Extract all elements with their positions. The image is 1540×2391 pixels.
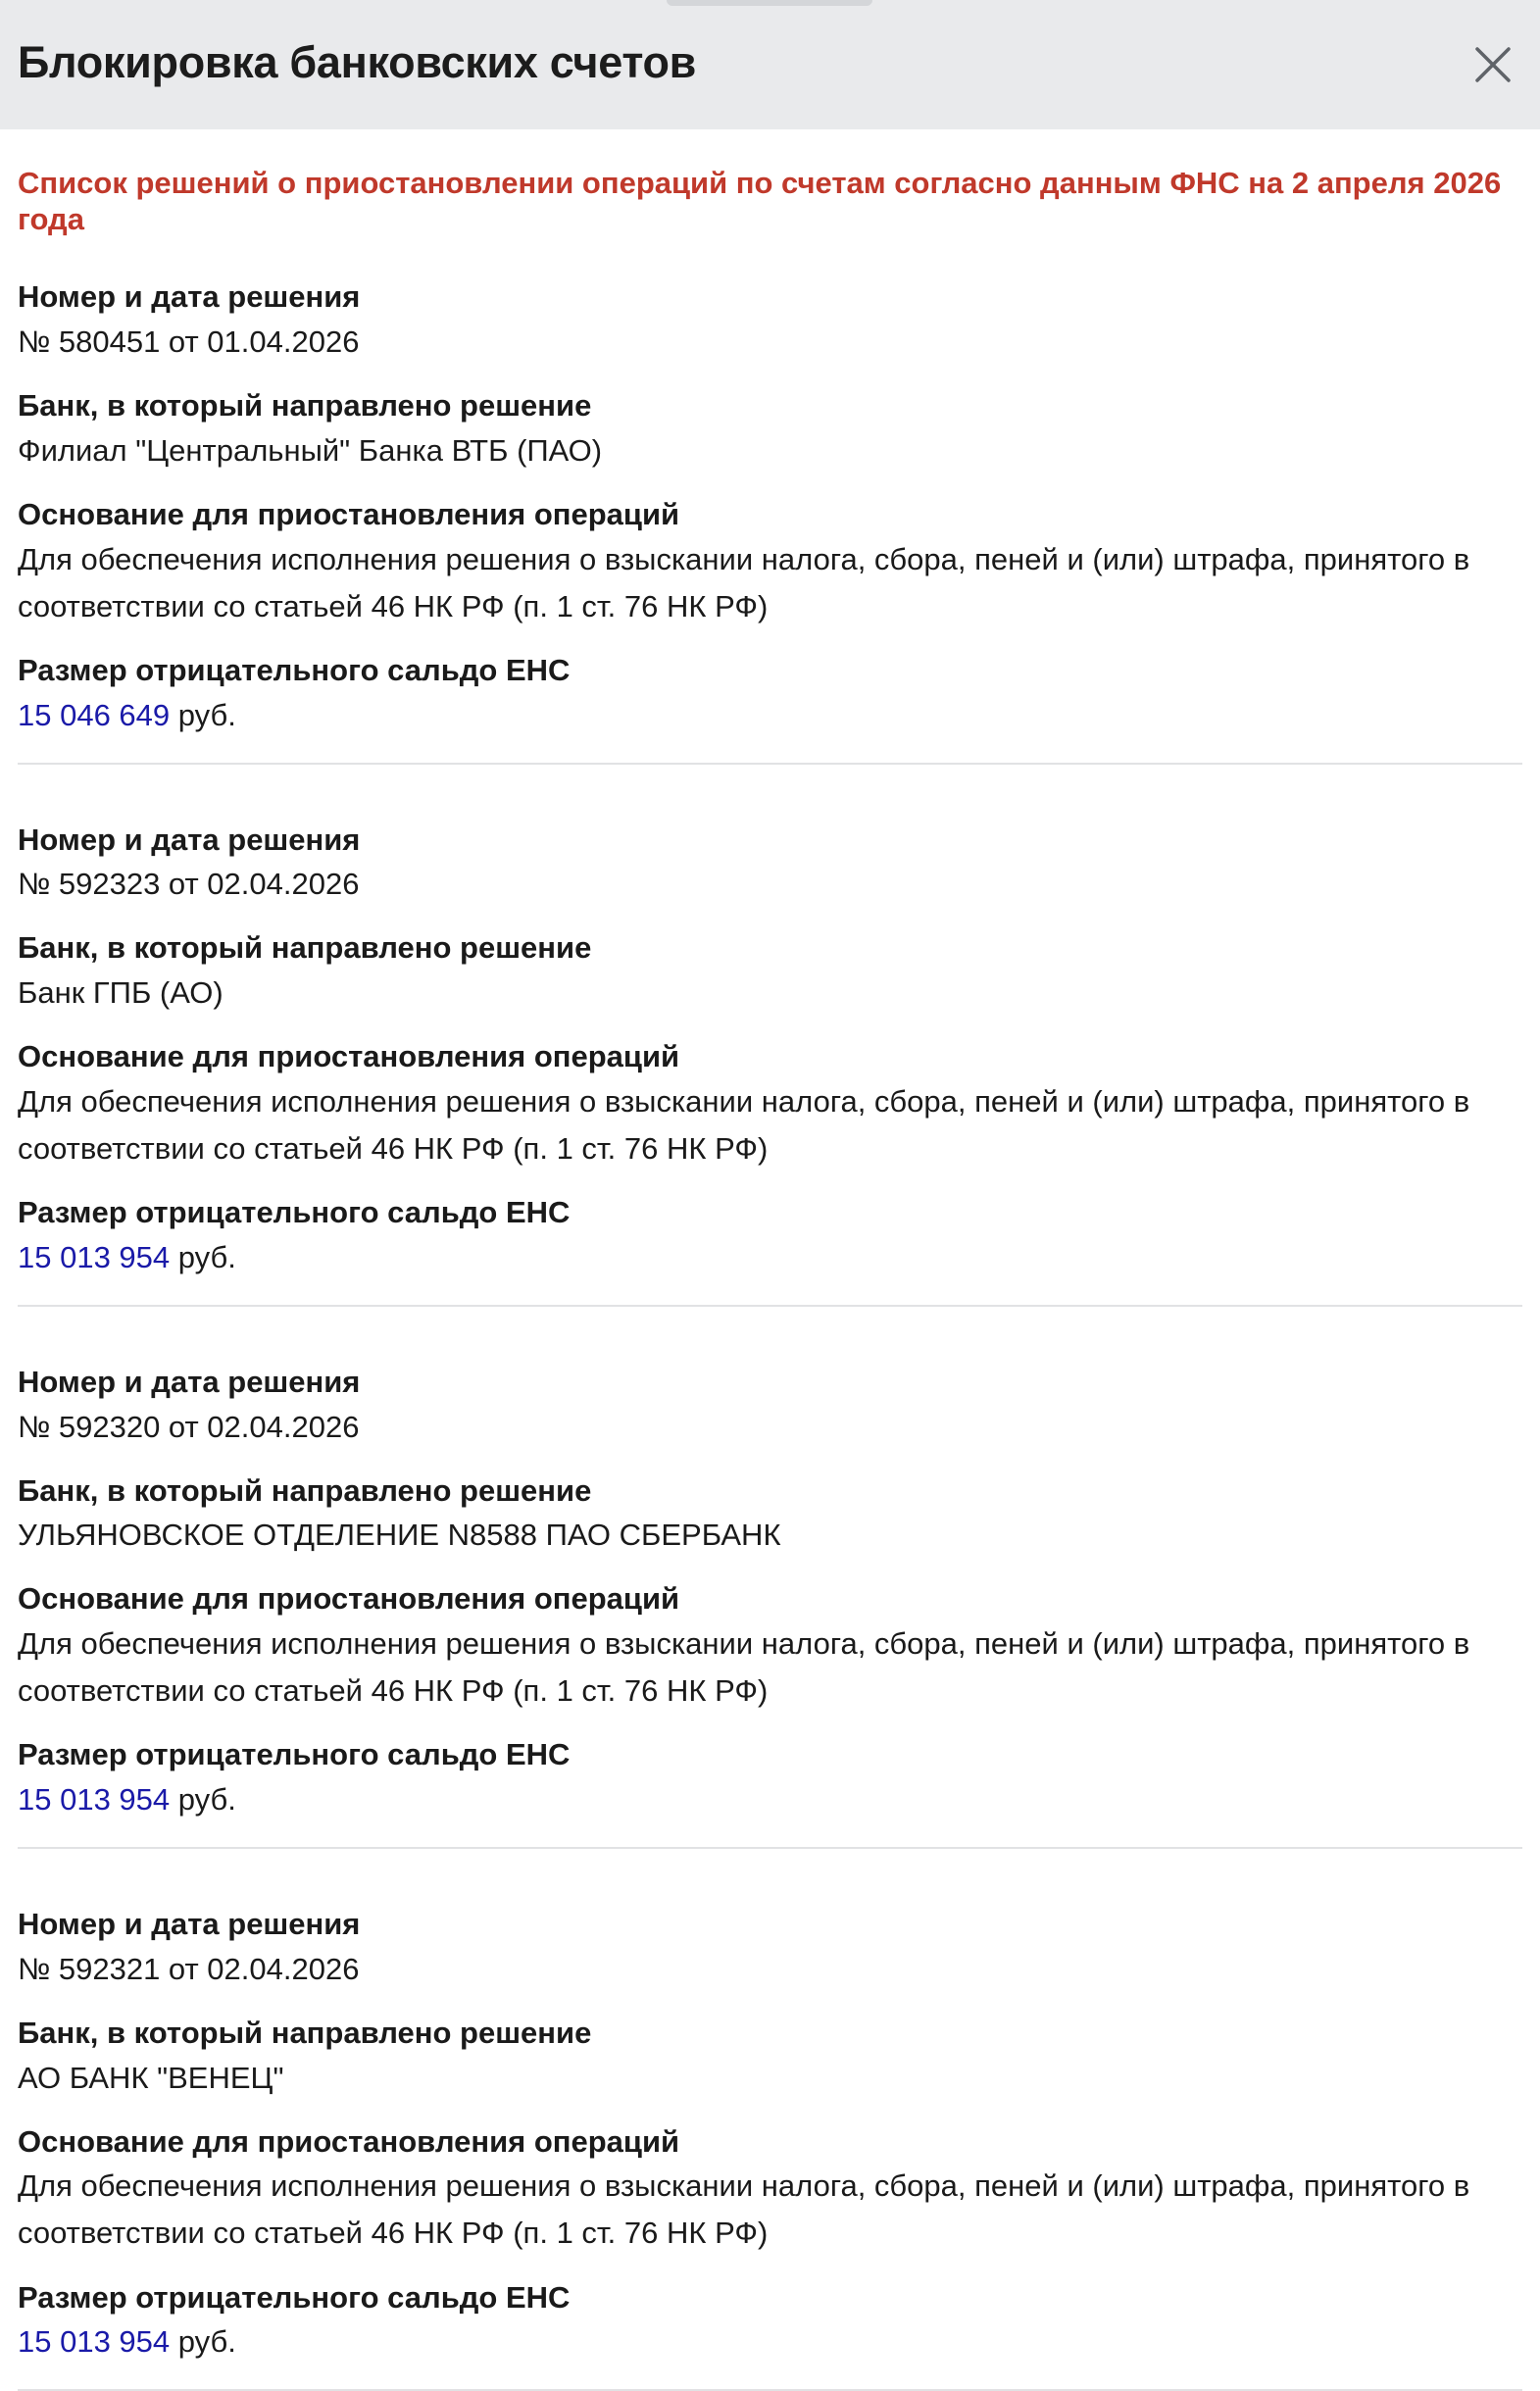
decision-field [18,278,1522,366]
decision-label: Номер и дата решения [18,1364,361,1399]
saldo-amount-link[interactable]: 15 046 649 [18,697,171,732]
saldo-field [18,2279,1522,2366]
bank-value: Банк ГПБ (АО) [18,975,224,1011]
decision-record [18,249,1522,764]
bank-value: АО БАНК "ВЕНЕЦ" [18,2060,284,2095]
basis-field [18,1038,1522,1172]
bank-label: Банк, в который направлено решение [18,1472,592,1508]
saldo-field [18,652,1522,739]
currency-label: руб. [177,697,236,732]
basis-label: Основание для приостановления операций [18,1039,680,1074]
list-subtitle: Список решений о приостановлении операций по счетам согласно данным ФНС на 2 апреля 2026 года [18,166,1502,237]
decision-value: № 592320 от 02.04.2026 [18,1409,360,1444]
bank-label: Банк, в который направлено решение [18,2015,592,2050]
decision-record [18,765,1522,1307]
decision-label: Номер и дата решения [18,822,361,857]
decision-value: № 580451 от 01.04.2026 [18,324,360,360]
bank-value: УЛЬЯНОВСКОЕ ОТДЕЛЕНИЕ N8588 ПАО СБЕРБАНК [18,1518,781,1553]
decision-record [18,1307,1522,1849]
saldo-value [18,692,1522,739]
basis-label: Основание для приостановления операций [18,496,680,531]
content [0,165,1540,2391]
saldo-amount-link[interactable]: 15 013 954 [18,1782,171,1818]
currency-label: руб. [177,1239,236,1274]
saldo-value [18,1234,1522,1281]
saldo-label: Размер отрицательного сальдо ЕНС [18,1737,571,1772]
basis-value: Для обеспечения исполнения решения о взыскании налога, сбора, пеней и (или) штрафа, принятого в соответствии со статьей 46 НК РФ (п. 1 ст. 76 НК РФ) [18,1083,1470,1166]
basis-value: Для обеспечения исполнения решения о взыскании налога, сбора, пеней и (или) штрафа, принятого в соответствии со статьей 46 НК РФ (п. 1 ст. 76 НК РФ) [18,541,1470,623]
basis-field [18,2123,1522,2258]
decision-value: № 592323 от 02.04.2026 [18,867,360,902]
bank-field [18,1472,1522,1560]
saldo-value [18,1776,1522,1823]
bank-value: Филиал "Центральный" Банка ВТБ (ПАО) [18,432,603,468]
basis-label: Основание для приостановления операций [18,1581,680,1617]
basis-value: Для обеспечения исполнения решения о взыскании налога, сбора, пеней и (или) штрафа, принятого в соответствии со статьей 46 НК РФ (п. 1 ст. 76 НК РФ) [18,1626,1470,1709]
currency-label: руб. [177,1782,236,1818]
drag-handle[interactable] [667,0,872,6]
bank-field [18,929,1522,1017]
saldo-amount-link[interactable]: 15 013 954 [18,2324,171,2360]
saldo-field [18,1736,1522,1823]
decision-record [18,1849,1522,2391]
currency-label: руб. [177,2324,236,2360]
saldo-label: Размер отрицательного сальдо ЕНС [18,2279,571,2315]
bank-field [18,2015,1522,2102]
basis-value: Для обеспечения исполнения решения о взыскании налога, сбора, пеней и (или) штрафа, принятого в соответствии со статьей 46 НК РФ (п. 1 ст. 76 НК РФ) [18,2168,1470,2251]
close-icon [1471,43,1515,86]
saldo-label: Размер отрицательного сальдо ЕНС [18,1195,571,1230]
saldo-amount-link[interactable]: 15 013 954 [18,1239,171,1274]
basis-label: Основание для приостановления операций [18,2123,680,2159]
decision-field [18,822,1522,909]
basis-field [18,1580,1522,1715]
basis-field [18,496,1522,630]
modal-header [0,0,1540,129]
decision-field [18,1906,1522,1993]
decision-label: Номер и дата решения [18,279,361,315]
bank-label: Банк, в который направлено решение [18,388,592,423]
bank-label: Банк, в который направлено решение [18,930,592,966]
decision-field [18,1364,1522,1451]
close-button[interactable] [1471,43,1515,86]
saldo-label: Размер отрицательного сальдо ЕНС [18,652,571,687]
bank-field [18,387,1522,474]
decision-label: Номер и дата решения [18,1907,361,1942]
page-title: Блокировка банковских счетов [18,37,697,87]
decision-value: № 592321 от 02.04.2026 [18,1951,360,1986]
saldo-field [18,1194,1522,1281]
saldo-value [18,2318,1522,2366]
